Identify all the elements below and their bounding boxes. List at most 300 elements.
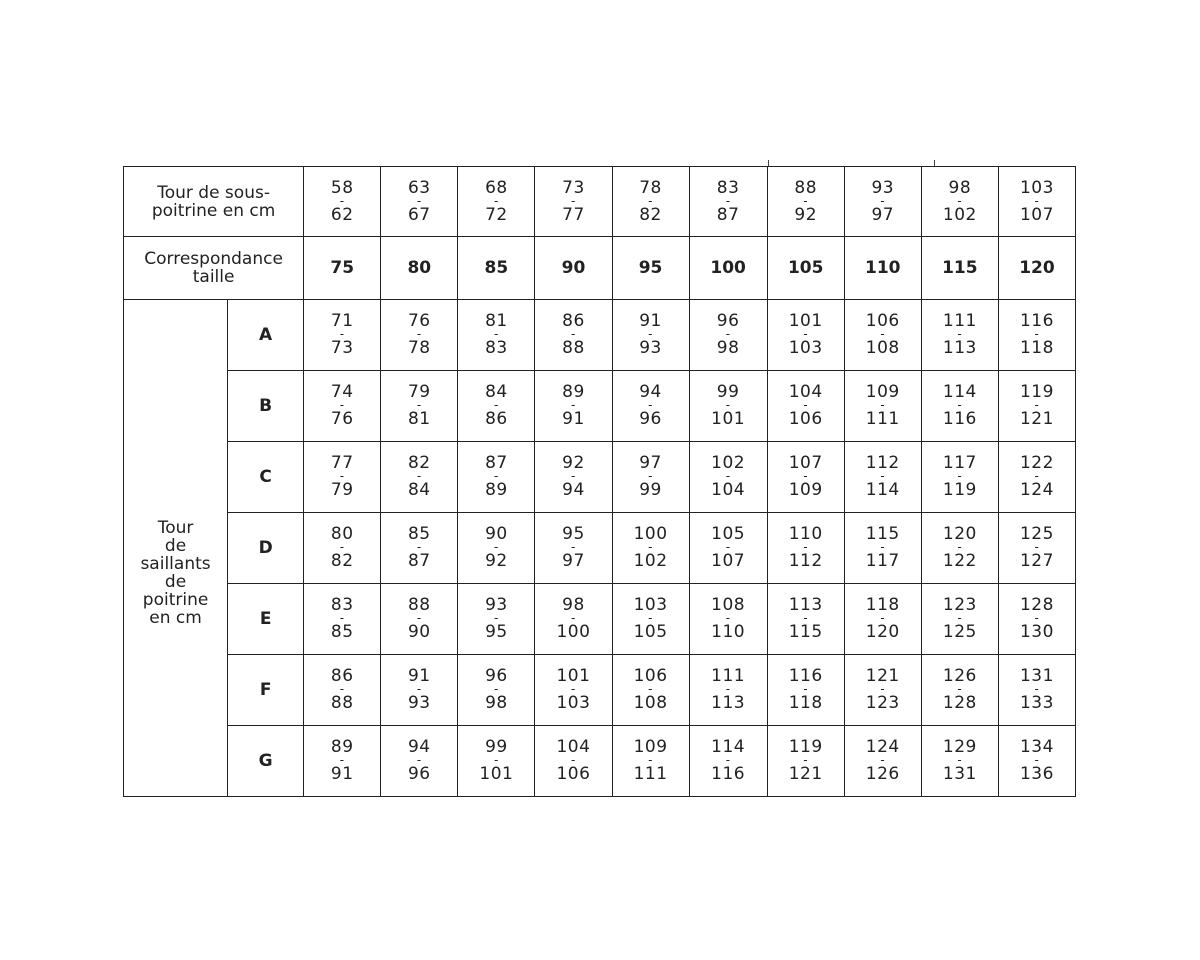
range-max: 127 (1019, 551, 1054, 571)
range-cell (689, 167, 767, 237)
range-cell (767, 300, 844, 371)
range-max: 89 (485, 480, 508, 500)
range-max: 93 (639, 338, 662, 358)
range-cell (612, 167, 689, 237)
range-max: 92 (485, 551, 508, 571)
range-max: 85 (330, 622, 354, 642)
range-separator: - (648, 398, 653, 412)
range-cell (304, 371, 381, 442)
range-min: 77 (330, 453, 354, 473)
range-cell (998, 300, 1075, 371)
range-max: 119 (942, 480, 977, 500)
range-min: 85 (407, 524, 431, 544)
cup-row (124, 442, 1076, 513)
range-min: 119 (788, 737, 823, 757)
range-cell (844, 442, 921, 513)
range-separator: - (339, 753, 345, 767)
range-min: 129 (942, 737, 977, 757)
range-min: 76 (407, 311, 431, 331)
range-separator: - (493, 398, 499, 412)
range-max: 116 (711, 764, 746, 784)
band-size-cell: 85 (458, 237, 535, 300)
range-separator: - (725, 682, 731, 696)
range-cell (767, 167, 844, 237)
range-max: 88 (562, 338, 585, 358)
range-separator: - (416, 327, 422, 341)
range-min: 114 (942, 382, 977, 402)
range-cell (767, 513, 844, 584)
range-cell (921, 584, 998, 655)
range-min: 125 (1019, 524, 1054, 544)
cup-letter-cell: F (228, 655, 304, 726)
range-cell (921, 300, 998, 371)
range-cell (844, 371, 921, 442)
range-max: 102 (942, 204, 977, 225)
range-min: 80 (330, 524, 354, 544)
range-max: 82 (330, 551, 354, 571)
under-bust-label-line: poitrine en cm (151, 200, 276, 221)
range-cell (458, 442, 535, 513)
range-separator: - (725, 469, 731, 483)
range-min: 95 (562, 524, 585, 544)
range-separator: - (339, 193, 345, 208)
range-max: 79 (330, 480, 354, 500)
range-max: 101 (711, 409, 746, 429)
range-max: 91 (330, 764, 354, 784)
range-cell (921, 167, 998, 237)
cup-letter-cell: G (228, 726, 304, 797)
range-separator: - (416, 682, 422, 696)
range-separator: - (803, 398, 809, 412)
range-min: 107 (788, 453, 823, 473)
range-max: 87 (716, 204, 740, 225)
range-separator: - (725, 398, 731, 412)
range-max: 136 (1019, 764, 1054, 784)
range-separator: - (571, 327, 576, 341)
range-cell (612, 655, 689, 726)
size-correspondence-row (124, 237, 1076, 300)
range-max: 105 (633, 622, 668, 642)
range-min: 82 (407, 453, 431, 473)
range-separator: - (880, 469, 886, 483)
range-cell (612, 726, 689, 797)
range-min: 89 (562, 382, 585, 402)
range-min: 93 (871, 177, 895, 198)
range-max: 108 (633, 693, 668, 713)
range-min: 58 (330, 177, 354, 198)
range-cell (844, 655, 921, 726)
range-min: 116 (788, 666, 823, 686)
range-separator: - (648, 469, 653, 483)
range-cell (458, 300, 535, 371)
range-separator: - (339, 327, 345, 341)
range-min: 84 (485, 382, 508, 402)
range-max: 96 (639, 409, 662, 429)
range-min: 118 (865, 595, 900, 615)
range-max: 111 (865, 409, 900, 429)
range-min: 81 (485, 311, 508, 331)
range-separator: - (957, 469, 963, 483)
range-cell (844, 300, 921, 371)
bust-label-line: de (164, 536, 187, 556)
range-cell (381, 726, 458, 797)
table-body (124, 167, 1076, 797)
cup-row (124, 300, 1076, 371)
range-separator: - (957, 611, 963, 625)
range-separator: - (416, 193, 422, 208)
range-min: 92 (562, 453, 585, 473)
range-max: 84 (407, 480, 431, 500)
range-max: 100 (556, 622, 591, 642)
range-max: 130 (1019, 622, 1054, 642)
range-max: 97 (871, 204, 895, 225)
range-separator: - (648, 193, 653, 208)
range-separator: - (339, 398, 345, 412)
range-min: 112 (865, 453, 900, 473)
range-max: 113 (942, 338, 977, 358)
band-size-cell: 95 (612, 237, 689, 300)
range-max: 82 (639, 204, 662, 225)
range-min: 98 (948, 177, 972, 198)
range-max: 96 (407, 764, 431, 784)
range-separator: - (416, 611, 422, 625)
size-label-line: Correspondance (144, 249, 283, 269)
cup-letter-cell: B (228, 371, 304, 442)
range-cell (844, 513, 921, 584)
range-min: 109 (865, 382, 900, 402)
range-min: 109 (633, 737, 668, 757)
range-min: 123 (942, 595, 977, 615)
range-max: 111 (633, 764, 668, 784)
range-separator: - (725, 611, 731, 625)
range-max: 108 (865, 338, 900, 358)
range-cell (612, 371, 689, 442)
range-cell (458, 584, 535, 655)
range-max: 121 (788, 764, 823, 784)
range-max: 95 (485, 622, 508, 642)
range-cell (304, 584, 381, 655)
range-max: 77 (562, 204, 585, 225)
range-separator: - (725, 753, 731, 767)
range-cell (998, 167, 1075, 237)
range-separator: - (571, 682, 576, 696)
range-cell (381, 442, 458, 513)
range-cell (535, 371, 612, 442)
range-separator: - (339, 682, 345, 696)
range-separator: - (571, 611, 576, 625)
size-label-cell (124, 237, 304, 300)
range-max: 114 (865, 480, 900, 500)
range-min: 86 (330, 666, 354, 686)
range-min: 101 (788, 311, 823, 331)
range-max: 133 (1019, 693, 1054, 713)
bust-label-line: poitrine (142, 590, 209, 610)
range-cell (304, 442, 381, 513)
range-min: 131 (1019, 666, 1054, 686)
band-size-cell: 80 (381, 237, 458, 300)
range-cell (998, 726, 1075, 797)
range-separator: - (1034, 540, 1040, 554)
range-cell (767, 726, 844, 797)
range-max: 98 (716, 338, 740, 358)
range-separator: - (493, 327, 499, 341)
range-min: 108 (711, 595, 746, 615)
range-min: 96 (716, 311, 740, 331)
range-max: 113 (711, 693, 746, 713)
range-min: 99 (485, 737, 508, 757)
range-cell (458, 726, 535, 797)
range-min: 106 (865, 311, 900, 331)
range-separator: - (571, 469, 576, 483)
range-separator: - (725, 193, 731, 208)
range-min: 104 (556, 737, 591, 757)
range-cell (689, 584, 767, 655)
range-min: 115 (865, 524, 900, 544)
range-min: 124 (865, 737, 900, 757)
range-cell (767, 371, 844, 442)
range-min: 116 (1019, 311, 1054, 331)
range-min: 120 (942, 524, 977, 544)
band-size-cell: 105 (767, 237, 844, 300)
range-separator: - (725, 327, 731, 341)
range-min: 121 (865, 666, 900, 686)
range-max: 62 (330, 204, 354, 225)
range-separator: - (416, 753, 422, 767)
range-cell (458, 513, 535, 584)
bra-size-table (123, 166, 1076, 797)
range-cell (535, 167, 612, 237)
range-min: 93 (485, 595, 508, 615)
range-cell (458, 167, 535, 237)
range-separator: - (1034, 682, 1040, 696)
range-cell (535, 655, 612, 726)
range-separator: - (880, 327, 886, 341)
under-bust-label-cell (124, 167, 304, 237)
range-min: 91 (407, 666, 431, 686)
under-bust-row (124, 167, 1076, 237)
range-separator: - (803, 753, 809, 767)
range-max: 83 (485, 338, 508, 358)
range-min: 88 (794, 177, 818, 198)
range-separator: - (957, 398, 963, 412)
range-separator: - (880, 540, 886, 554)
range-separator: - (803, 469, 809, 483)
range-separator: - (339, 611, 345, 625)
range-separator: - (493, 540, 499, 554)
size-label-line: taille (192, 267, 235, 287)
range-separator: - (957, 540, 963, 554)
range-max: 112 (788, 551, 823, 571)
range-separator: - (493, 193, 499, 208)
range-max: 115 (788, 622, 823, 642)
bust-label-cell (124, 300, 228, 797)
range-cell (612, 442, 689, 513)
range-min: 128 (1019, 595, 1054, 615)
range-min: 117 (942, 453, 977, 473)
range-min: 103 (1019, 177, 1054, 198)
range-max: 87 (407, 551, 431, 571)
range-min: 99 (716, 382, 740, 402)
range-separator: - (416, 540, 422, 554)
range-separator: - (571, 540, 576, 554)
cup-row (124, 513, 1076, 584)
range-separator: - (803, 193, 809, 208)
band-size-cell: 75 (304, 237, 381, 300)
range-separator: - (957, 327, 963, 341)
range-cell (844, 167, 921, 237)
range-min: 106 (633, 666, 668, 686)
range-cell (381, 584, 458, 655)
range-min: 91 (639, 311, 662, 331)
range-cell (844, 584, 921, 655)
range-max: 86 (485, 409, 508, 429)
range-cell (921, 513, 998, 584)
range-separator: - (571, 193, 576, 208)
range-cell (612, 300, 689, 371)
range-min: 103 (633, 595, 668, 615)
range-separator: - (1034, 398, 1040, 412)
range-cell (381, 513, 458, 584)
range-separator: - (880, 398, 886, 412)
range-min: 94 (407, 737, 431, 757)
range-max: 81 (407, 409, 431, 429)
range-min: 79 (407, 382, 431, 402)
range-cell (844, 726, 921, 797)
range-max: 99 (639, 480, 662, 500)
band-size-cell: 120 (998, 237, 1075, 300)
range-separator: - (339, 540, 345, 554)
range-cell (689, 300, 767, 371)
range-cell (304, 167, 381, 237)
range-separator: - (880, 611, 886, 625)
range-max: 107 (711, 551, 746, 571)
range-separator: - (1034, 469, 1040, 483)
bust-label-line: en cm (149, 608, 202, 628)
range-max: 106 (556, 764, 591, 784)
range-separator: - (493, 469, 499, 483)
range-cell (304, 300, 381, 371)
range-max: 102 (633, 551, 668, 571)
range-separator: - (1034, 327, 1040, 341)
bust-label-line: saillants (140, 554, 211, 574)
cup-letter-cell: D (228, 513, 304, 584)
range-max: 73 (330, 338, 354, 358)
range-separator: - (416, 469, 422, 483)
range-min: 96 (485, 666, 508, 686)
range-min: 83 (716, 177, 740, 198)
range-min: 78 (639, 177, 662, 198)
range-min: 126 (942, 666, 977, 686)
range-cell (998, 371, 1075, 442)
range-separator: - (803, 540, 809, 554)
range-cell (689, 655, 767, 726)
range-min: 89 (330, 737, 354, 757)
range-max: 128 (942, 693, 977, 713)
bust-label-line: de (164, 572, 187, 592)
range-cell (767, 584, 844, 655)
cup-letter-cell: A (228, 300, 304, 371)
range-separator: - (803, 611, 809, 625)
range-cell (998, 584, 1075, 655)
range-max: 98 (485, 693, 508, 713)
range-separator: - (493, 682, 499, 696)
range-cell (304, 726, 381, 797)
range-min: 101 (556, 666, 591, 686)
range-max: 103 (788, 338, 823, 358)
range-min: 88 (407, 595, 431, 615)
range-cell (535, 726, 612, 797)
range-separator: - (725, 540, 731, 554)
range-cell (689, 513, 767, 584)
range-min: 90 (485, 524, 508, 544)
range-max: 118 (788, 693, 823, 713)
range-separator: - (648, 540, 653, 554)
range-min: 74 (330, 382, 354, 402)
range-cell (381, 655, 458, 726)
range-min: 104 (788, 382, 823, 402)
range-max: 120 (865, 622, 900, 642)
range-cell (535, 513, 612, 584)
range-cell (998, 442, 1075, 513)
band-size-cell: 110 (844, 237, 921, 300)
range-cell (921, 655, 998, 726)
range-min: 114 (711, 737, 746, 757)
cup-letter-cell: C (228, 442, 304, 513)
range-min: 94 (639, 382, 662, 402)
range-cell (304, 655, 381, 726)
range-max: 92 (794, 204, 818, 225)
cup-row (124, 655, 1076, 726)
range-max: 116 (942, 409, 977, 429)
range-cell (381, 371, 458, 442)
range-min: 111 (711, 666, 746, 686)
range-max: 76 (330, 409, 354, 429)
range-min: 71 (330, 311, 354, 331)
range-max: 121 (1019, 409, 1054, 429)
range-separator: - (1034, 193, 1040, 208)
range-cell (689, 442, 767, 513)
range-max: 110 (711, 622, 746, 642)
band-size-cell: 100 (689, 237, 767, 300)
range-cell (381, 167, 458, 237)
range-max: 131 (942, 764, 977, 784)
band-size-cell: 115 (921, 237, 998, 300)
range-cell (921, 726, 998, 797)
range-min: 100 (633, 524, 668, 544)
range-separator: - (957, 753, 963, 767)
range-max: 88 (330, 693, 354, 713)
range-cell (612, 513, 689, 584)
cup-letter-cell: E (228, 584, 304, 655)
range-min: 105 (711, 524, 746, 544)
range-cell (998, 655, 1075, 726)
range-max: 122 (942, 551, 977, 571)
range-cell (458, 371, 535, 442)
range-cell (767, 442, 844, 513)
range-min: 83 (330, 595, 354, 615)
range-cell (381, 300, 458, 371)
range-separator: - (648, 753, 653, 767)
range-min: 122 (1019, 453, 1054, 473)
range-max: 126 (865, 764, 900, 784)
range-cell (458, 655, 535, 726)
cup-row (124, 584, 1076, 655)
range-separator: - (571, 753, 576, 767)
range-separator: - (880, 193, 886, 208)
range-separator: - (880, 753, 886, 767)
range-separator: - (493, 753, 499, 767)
range-separator: - (339, 469, 345, 483)
